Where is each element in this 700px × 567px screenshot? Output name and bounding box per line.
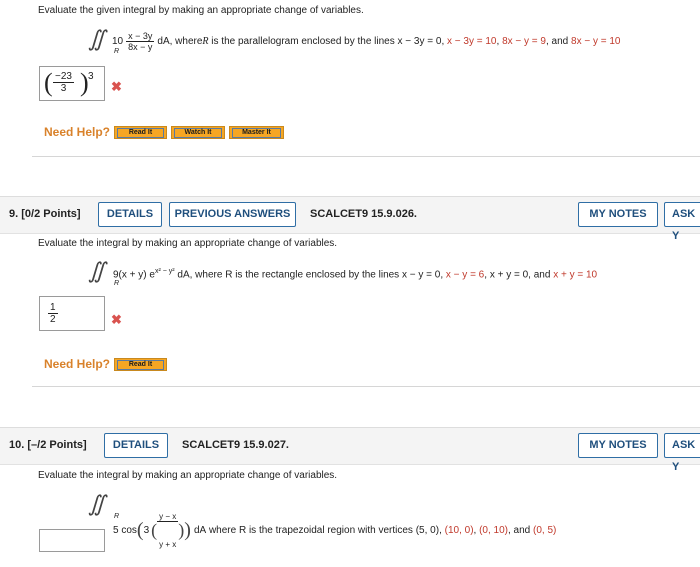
answer-frac xyxy=(48,302,58,325)
q8-region-R: R xyxy=(202,36,209,47)
sep: , and xyxy=(508,525,534,536)
q8-answer-box[interactable] xyxy=(39,66,105,101)
q9-answer-fraction xyxy=(48,302,58,325)
right-paren: ) xyxy=(80,68,89,97)
q9-line-3: x + y = 0 xyxy=(489,269,529,281)
q8-integral-expression xyxy=(112,31,621,52)
sep: , xyxy=(441,36,448,47)
double-integral-symbol: ∬ xyxy=(88,491,106,516)
q8-coef: 10 xyxy=(112,36,124,47)
my-notes-button[interactable]: MY NOTES xyxy=(578,433,658,458)
q9-answer-num: 1 xyxy=(50,302,56,313)
q9-dA: dA xyxy=(177,269,190,281)
need-help-label: Need Help? xyxy=(44,125,111,139)
q9-number-text: 9. xyxy=(9,208,19,220)
q10-vertex-2: (10, 0) xyxy=(444,525,474,536)
q8-dA: dA xyxy=(157,36,170,47)
q8-fraction xyxy=(126,31,154,52)
paren-open-inner: ( xyxy=(151,520,158,540)
incorrect-x-icon: ✖ xyxy=(111,312,122,327)
paren-open: ( xyxy=(136,519,144,541)
q10-frac-num: y − x xyxy=(159,512,177,521)
q8-region-text-b: is the parallelogram enclosed by the lines xyxy=(208,36,398,47)
q10-answer-input[interactable] xyxy=(39,529,105,552)
region-subscript: R xyxy=(114,280,120,287)
answer-frac xyxy=(53,71,74,94)
q10-inner-coef: 3 xyxy=(143,525,150,536)
sep: , and xyxy=(545,36,572,47)
q8-answer-fraction xyxy=(53,71,74,94)
q10-vertex-4: (0, 5) xyxy=(533,525,557,536)
q9-line-1: x − y = 0 xyxy=(401,269,441,281)
region-subscript: R xyxy=(114,513,120,520)
ask-your-teacher-button[interactable]: ASK Y xyxy=(664,202,700,227)
q9-line-2: x − y = 6 xyxy=(445,269,485,281)
ask-your-teacher-button[interactable]: ASK Y xyxy=(664,433,700,458)
q10-region-text: where R is the trapezoidal region with vertices xyxy=(206,525,416,536)
q10-coef: 5 cos xyxy=(113,525,137,536)
q10-number xyxy=(9,439,87,451)
read-it-label: Read It xyxy=(117,128,164,138)
q9-points: [0/2 Points] xyxy=(21,208,81,220)
q10-instruction: Evaluate the integral by making an appropriate change of variables. xyxy=(38,470,338,481)
q10-problem-id: SCALCET9 15.9.027. xyxy=(182,439,289,451)
q10-frac-den: y + x xyxy=(159,540,177,549)
q8-frac-num: x − 3y xyxy=(128,31,153,41)
q10-vertex-3: (0, 10) xyxy=(479,525,508,536)
q8-instruction: Evaluate the given integral by making an appropriate change of variables. xyxy=(38,5,364,16)
q8-answer-den: 3 xyxy=(60,83,67,94)
q8-frac-den: 8x − y xyxy=(128,42,153,52)
q8-region-text-a: , where xyxy=(169,36,203,47)
read-it-button[interactable] xyxy=(114,358,167,371)
q10-integral-expression xyxy=(113,494,556,567)
read-it-label: Read It xyxy=(117,360,164,370)
q8-line-4: 8x − y = 10 xyxy=(571,36,621,47)
q9-integral-expression xyxy=(113,268,597,280)
read-it-button[interactable] xyxy=(114,126,167,139)
q9-problem-id: SCALCET9 15.9.026. xyxy=(310,208,417,220)
q8-line-3: 8x − y = 9 xyxy=(502,36,546,47)
q8-line-2: x − 3y = 10 xyxy=(447,36,497,47)
region-subscript: R xyxy=(114,48,120,55)
q9-answer-box[interactable] xyxy=(39,296,105,331)
q8-line-1: x − 3y = 0 xyxy=(397,36,442,47)
q10-vertex-1: (5, 0) xyxy=(415,525,440,536)
q9-instruction: Evaluate the integral by making an appropriate change of variables. xyxy=(38,238,338,249)
q10-number-text: 10. xyxy=(9,439,25,451)
left-paren: ( xyxy=(44,68,53,97)
q10-fraction xyxy=(157,494,178,567)
paren-close: ) xyxy=(184,519,191,541)
paren-close-inner: ) xyxy=(178,520,185,540)
q10-dA: dA xyxy=(193,525,207,536)
q9-line-4: x + y = 10 xyxy=(553,269,598,281)
previous-answers-button[interactable]: PREVIOUS ANSWERS xyxy=(169,202,296,227)
q8-answer-exponent: 3 xyxy=(88,71,94,82)
q9-exponent: x² − y² xyxy=(154,268,175,275)
q9-number xyxy=(9,208,81,220)
q10-points: [–/2 Points] xyxy=(27,439,87,451)
double-integral-symbol: ∬ xyxy=(88,26,106,51)
details-button[interactable]: DETAILS xyxy=(98,202,162,227)
q9-integrand: 9(x + y) e xyxy=(113,269,155,281)
my-notes-button[interactable]: MY NOTES xyxy=(578,202,658,227)
need-help-label: Need Help? xyxy=(44,357,111,371)
watch-it-button[interactable] xyxy=(171,126,225,139)
master-it-button[interactable] xyxy=(229,126,284,139)
incorrect-x-icon: ✖ xyxy=(111,79,122,94)
master-it-label: Master It xyxy=(232,128,281,138)
q9-answer-den: 2 xyxy=(50,314,56,325)
sep: , xyxy=(484,269,490,281)
double-integral-symbol: ∬ xyxy=(88,258,106,283)
watch-it-label: Watch It xyxy=(174,128,222,138)
sep: , xyxy=(496,36,503,47)
sep: , and xyxy=(528,269,554,281)
details-button[interactable]: DETAILS xyxy=(104,433,168,458)
q8-answer-num: −23 xyxy=(55,71,72,82)
sep: , xyxy=(439,525,445,536)
divider xyxy=(32,156,700,157)
sep: , xyxy=(473,525,480,536)
sep: , xyxy=(440,269,446,281)
divider xyxy=(32,386,700,387)
q9-region-text: , where R is the rectangle enclosed by the lines xyxy=(189,269,402,281)
